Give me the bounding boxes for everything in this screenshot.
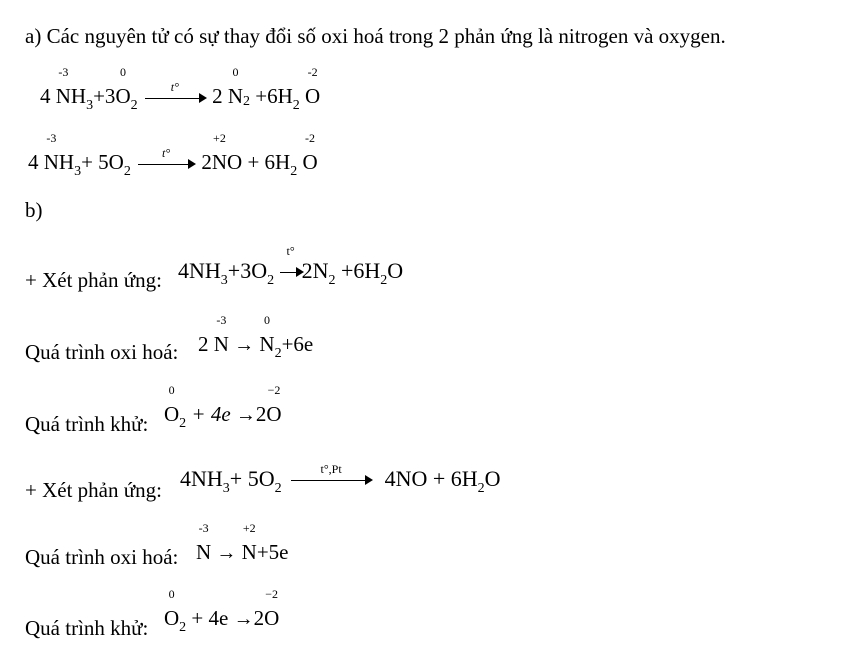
coef: 2: [212, 84, 223, 108]
subscript: 2: [292, 98, 300, 113]
part-b-label: b): [25, 198, 43, 222]
ox-number: 0: [264, 313, 270, 327]
electrons: + 4e: [191, 606, 229, 630]
element: N: [55, 84, 71, 108]
coef: +3: [93, 84, 116, 108]
element-ox: [196, 521, 212, 565]
formula: 2N: [301, 258, 329, 283]
formula: + 5O: [229, 466, 275, 491]
reduction-1-label: Quá trình khử:: [25, 412, 149, 436]
subscript: 3: [220, 273, 228, 288]
element: N: [241, 540, 257, 564]
element: N: [213, 332, 229, 356]
ox-number: 0: [232, 65, 239, 79]
element: N: [259, 332, 275, 356]
ox-number: -3: [216, 313, 227, 327]
subscript: 2: [328, 273, 336, 288]
subscript: 2: [274, 346, 282, 361]
formula: 4NH: [178, 258, 221, 283]
reaction-arrow: [280, 244, 302, 273]
element: H: [70, 84, 87, 108]
coef: + 6H: [247, 150, 291, 174]
coef: 2: [253, 606, 265, 630]
reaction-2-label: + Xét phản ứng:: [25, 478, 162, 502]
equation-1: [40, 65, 321, 113]
subscript: 2: [267, 273, 275, 288]
element: O: [115, 84, 131, 108]
coef: +6H: [255, 84, 293, 108]
oxidized-element: [55, 65, 71, 109]
subscript: 3: [222, 481, 230, 496]
element-ox: [227, 65, 244, 109]
element-ox: [264, 587, 280, 631]
subscript: 2: [274, 481, 282, 496]
element: N: [43, 150, 59, 174]
oxidation-2-equation: [196, 521, 289, 565]
condition: t°: [162, 145, 171, 160]
arrow-icon: →: [216, 542, 237, 564]
subscript: 2: [130, 98, 138, 113]
arrow-icon: →: [234, 334, 255, 356]
arrow-icon: →: [233, 608, 254, 630]
reduction-2-equation: [164, 587, 280, 635]
coef: + 5O: [81, 150, 124, 174]
formula: +6H: [340, 258, 381, 283]
element: N: [227, 84, 244, 108]
oxidation-1-equation: [198, 313, 314, 361]
element-ox: [164, 587, 180, 631]
ox-number: −2: [265, 587, 279, 601]
coef: 2: [201, 150, 212, 174]
electrons: +5e: [256, 540, 289, 564]
element: O: [227, 150, 243, 174]
reaction-arrow: [138, 145, 194, 165]
element-ox: [115, 65, 131, 109]
ox-number: +2: [242, 521, 256, 535]
element: O: [264, 606, 280, 630]
element-ox: [164, 383, 180, 427]
element: O: [305, 84, 321, 108]
formula: 4NH: [180, 466, 223, 491]
equation-2: [28, 131, 318, 179]
formula: +3O: [227, 258, 268, 283]
formula: O: [387, 258, 404, 283]
element: O: [266, 402, 282, 426]
element-ox: [241, 521, 257, 565]
element-ox: [305, 65, 321, 109]
subscript: 2: [243, 94, 251, 109]
element: O: [164, 606, 180, 630]
reaction-2-equation: [180, 462, 501, 496]
coef: 2: [198, 332, 209, 356]
ox-number: -2: [305, 131, 316, 145]
reaction-1-label: + Xét phản ứng:: [25, 268, 162, 292]
reaction-arrow: [145, 79, 205, 99]
electrons: + 4e: [191, 402, 231, 426]
ox-number: 0: [168, 587, 175, 601]
element: N: [196, 540, 212, 564]
oxidation-1-label: Quá trình oxi hoá:: [25, 340, 179, 364]
ox-number: 0: [168, 383, 175, 397]
element-ox: [259, 313, 275, 357]
part-a-intro: a) Các nguyên tử có sự thay đổi số oxi hoá trong 2 phản ứng là nitrogen và oxygen.: [25, 24, 726, 48]
condition: t°: [286, 244, 295, 259]
subscript: 3: [74, 164, 82, 179]
element-ox: [266, 383, 282, 427]
coef: 2: [255, 402, 267, 426]
ox-number: -3: [198, 521, 209, 535]
coef: 4: [40, 84, 51, 108]
element-ox: [43, 131, 59, 175]
reaction-1-equation: [178, 244, 404, 288]
reduction-1-equation: [164, 383, 282, 431]
subscript: 2: [123, 164, 131, 179]
condition: t°,Pt: [320, 462, 342, 477]
element-ox: [211, 131, 228, 175]
subscript: 2: [380, 273, 388, 288]
element-ox: [302, 131, 318, 175]
condition: t°: [170, 79, 179, 94]
coef: 4: [28, 150, 39, 174]
arrow-icon: →: [235, 404, 256, 426]
ox-number: -2: [307, 65, 318, 79]
electrons: +6e: [281, 332, 314, 356]
subscript: 2: [179, 620, 187, 635]
reduction-2-label: Quá trình khử:: [25, 616, 149, 640]
ox-number: 0: [120, 65, 127, 79]
ox-number: -3: [58, 65, 69, 79]
subscript: 2: [290, 164, 298, 179]
formula: O: [484, 466, 501, 491]
element: N: [211, 150, 228, 174]
reaction-arrow: [291, 462, 371, 481]
element-ox: [213, 313, 229, 357]
element: O: [164, 402, 180, 426]
element: O: [302, 150, 318, 174]
ox-number: −2: [267, 383, 281, 397]
subscript: 2: [179, 416, 187, 431]
ox-number: +2: [213, 131, 226, 145]
element: H: [58, 150, 75, 174]
subscript: 3: [86, 98, 94, 113]
formula: 4NO + 6H: [384, 466, 478, 491]
oxidation-2-label: Quá trình oxi hoá:: [25, 545, 179, 569]
subscript: 2: [477, 481, 485, 496]
ox-number: -3: [46, 131, 57, 145]
